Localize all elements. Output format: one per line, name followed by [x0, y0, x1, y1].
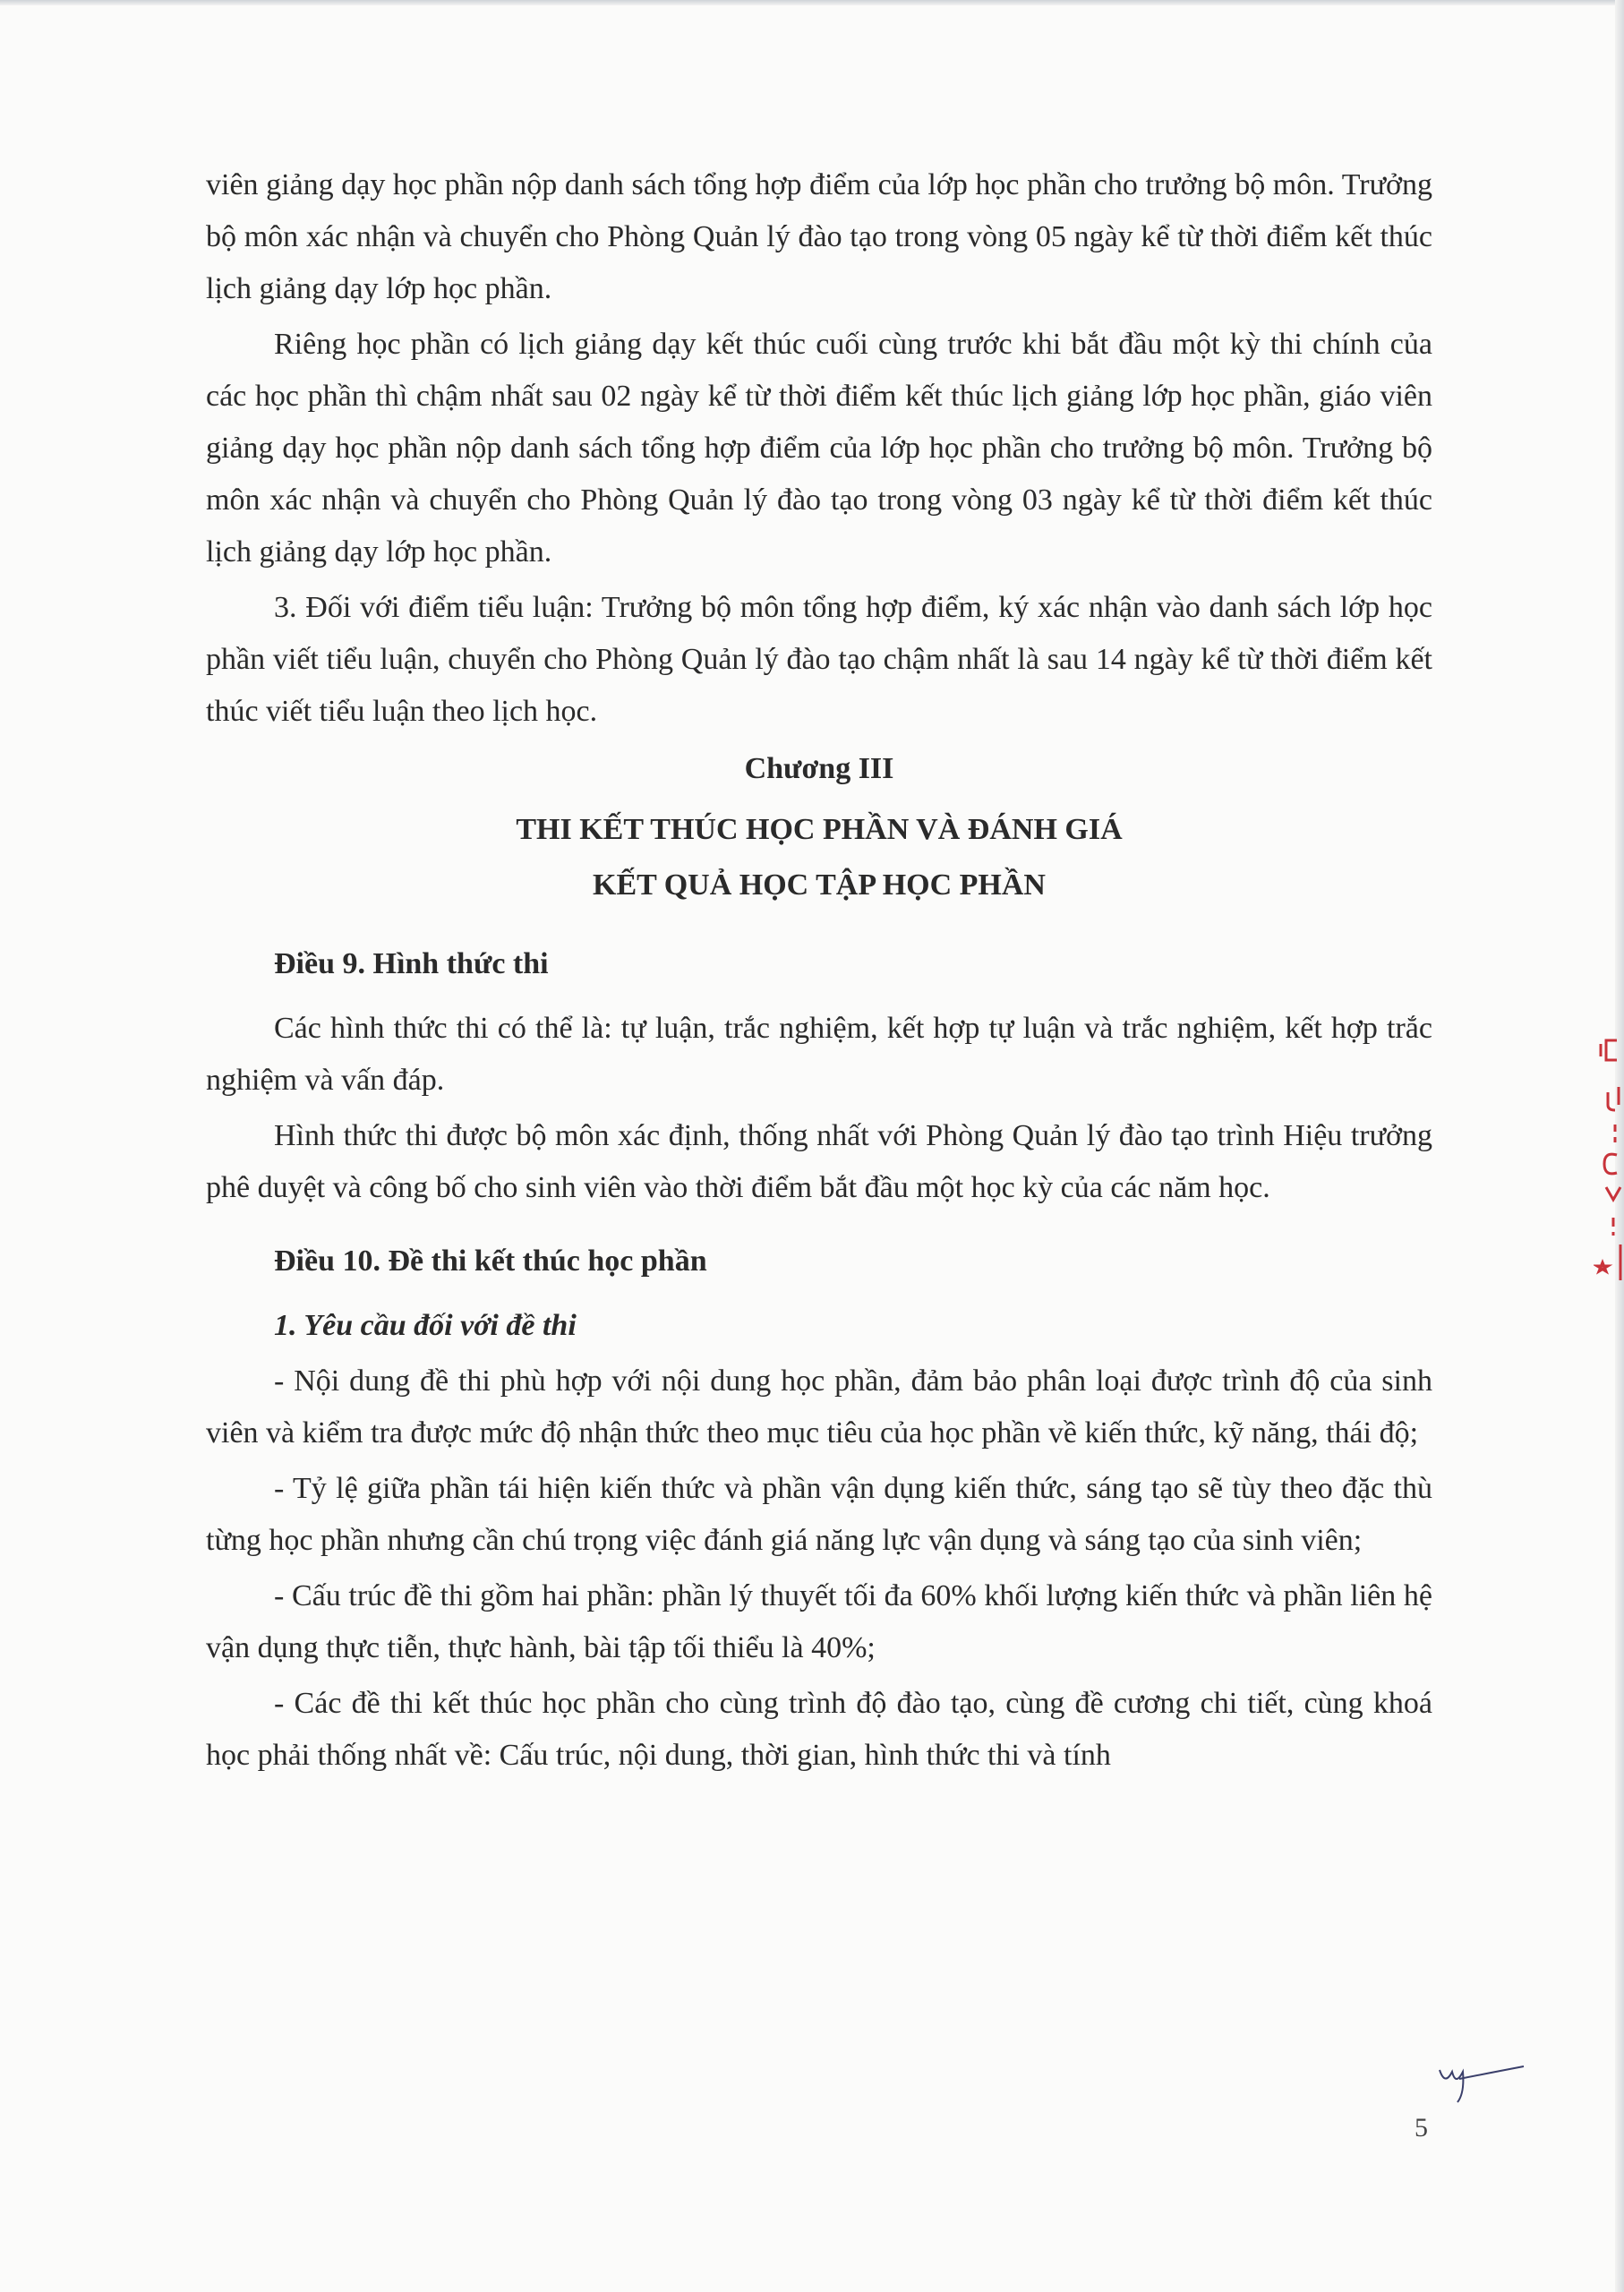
- red-stamp-edge: [1594, 1030, 1624, 1298]
- page-number: 5: [1415, 2113, 1428, 2142]
- chapter-title-line1: THI KẾT THÚC HỌC PHẦN VÀ ĐÁNH GIÁ: [516, 813, 1123, 846]
- article-10-item-3: - Cấu trúc đề thi gồm hai phần: phần lý thuyết tối đa 60% khối lượng kiến thức và phần liên hệ vận dụng thực tiễn, thực hành, bài tập tối thiểu là 40%;: [206, 1579, 1432, 1664]
- article-9-paragraph-1: Các hình thức thi có thể là: tự luận, trắc nghiệm, kết hợp tự luận và trắc nghiệm, kết hợp trắc nghiệm và vấn đáp.: [206, 1012, 1432, 1097]
- paragraph-intro-3: 3. Đối với điểm tiểu luận: Trưởng bộ môn tổng hợp điểm, ký xác nhận vào danh sách lớp học phần viết tiểu luận, chuyển cho Phòng Quản lý đào tạo chậm nhất là sau 14 ngày kể từ thời điểm kết thúc viết tiểu luận theo lịch học.: [206, 591, 1432, 728]
- chapter-label: Chương III: [744, 752, 894, 785]
- article-9-paragraph-2: Hình thức thi được bộ môn xác định, thống nhất với Phòng Quản lý đào tạo trình Hiệu trưởng phê duyệt và công bố cho sinh viên vào thời điểm bắt đầu một học kỳ của các năm học.: [206, 1119, 1432, 1204]
- paragraph-intro-2: Riêng học phần có lịch giảng dạy kết thúc cuối cùng trước khi bắt đầu một kỳ thi chính của các học phần thì chậm nhất sau 02 ngày kể từ thời điểm kết thúc lịch giảng lớp học phần, giáo viên giảng dạy học phần nộp danh sách tổng hợp điểm của lớp học phần cho trưởng bộ môn. Trưởng bộ môn xác nhận và chuyển cho Phòng Quản lý đào tạo trong vòng 03 ngày kể từ thời điểm kết thúc lịch giảng dạy lớp học phần.: [206, 328, 1432, 569]
- scan-top-edge: [0, 0, 1624, 5]
- paragraph-intro-1: viên giảng dạy học phần nộp danh sách tổng hợp điểm của lớp học phần cho trưởng bộ môn. Trưởng bộ môn xác nhận và chuyển cho Phòng Quản lý đào tạo trong vòng 05 ngày kể từ thời điểm kết thúc lịch giảng dạy lớp học phần.: [206, 168, 1432, 305]
- article-10-item-4: - Các đề thi kết thúc học phần cho cùng trình độ đào tạo, cùng đề cương chi tiết, cùng khoá học phải thống nhất về: Cấu trúc, nội dung, thời gian, hình thức thi và tính: [206, 1687, 1432, 1772]
- handwritten-initials: [1432, 2052, 1531, 2106]
- article-10-subheading: 1. Yêu cầu đối với đề thi: [274, 1309, 577, 1342]
- article-10-item-1: - Nội dung đề thi phù hợp với nội dung học phần, đảm bảo phân loại được trình độ của sinh viên và kiểm tra được mức độ nhận thức theo mục tiêu của học phần về kiến thức, kỹ năng, thái độ;: [206, 1364, 1432, 1450]
- chapter-title-line2: KẾT QUẢ HỌC TẬP HỌC PHẦN: [593, 868, 1046, 902]
- document-body: [206, 159, 1432, 1785]
- article-10-item-2: - Tỷ lệ giữa phần tái hiện kiến thức và phần vận dụng kiến thức, sáng tạo sẽ tùy theo đặc thù từng học phần nhưng cần chú trọng việc đánh giá năng lực vận dụng và sáng tạo của sinh viên;: [206, 1472, 1432, 1557]
- article-10-heading: Điều 10. Đề thi kết thúc học phần: [274, 1244, 707, 1278]
- article-9-heading: Điều 9. Hình thức thi: [274, 947, 549, 980]
